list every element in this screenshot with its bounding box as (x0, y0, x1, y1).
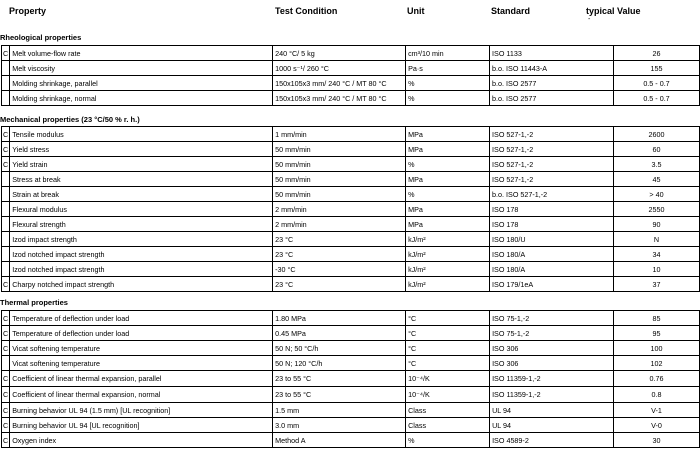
table-row (2, 403, 700, 418)
table-row (2, 371, 700, 387)
unit-cell: MPa (406, 217, 490, 232)
header-test-condition: Test Condition (275, 6, 338, 16)
test-condition-cell: 0.45 MPa (273, 326, 406, 341)
test-condition-cell: 1.80 MPa (273, 311, 406, 326)
property-cell: Izod notched impact strength (10, 262, 273, 277)
table-row (2, 61, 700, 76)
standard-cell: ISO 75-1,-2 (490, 326, 614, 341)
classification-flag (2, 217, 10, 232)
classification-flag (2, 262, 10, 277)
thermal-table (1, 310, 700, 448)
test-condition-cell: 50 mm/min (273, 142, 406, 157)
property-cell: Burning behavior UL 94 (1.5 mm) [UL recognition] (10, 403, 273, 418)
test-condition-cell: -30 °C (273, 262, 406, 277)
typical-value-cell: 0.76 (614, 371, 700, 387)
table-row (2, 232, 700, 247)
standard-cell: ISO 11359-1,-2 (490, 371, 614, 387)
section-title-rheological: Rheological properties (0, 33, 82, 42)
typical-value-cell: 3.5 (614, 157, 700, 172)
typical-value-cell: 100 (614, 341, 700, 356)
test-condition-cell: 23 °C (273, 277, 406, 292)
test-condition-cell: 2 mm/min (273, 202, 406, 217)
standard-cell: ISO 527-1,-2 (490, 157, 614, 172)
table-row (2, 277, 700, 292)
classification-flag: C (2, 433, 10, 448)
classification-flag: C (2, 127, 10, 142)
test-condition-cell: 50 mm/min (273, 172, 406, 187)
property-cell: Charpy notched impact strength (10, 277, 273, 292)
test-condition-cell: 1000 s⁻¹/ 260 °C (273, 61, 406, 76)
typical-value-cell: 2550 (614, 202, 700, 217)
unit-cell: °C (406, 326, 490, 341)
classification-flag (2, 61, 10, 76)
test-condition-cell: 2 mm/min (273, 217, 406, 232)
section-title-thermal: Thermal properties (0, 298, 68, 307)
standard-cell: ISO 75-1,-2 (490, 311, 614, 326)
table-row (2, 433, 700, 448)
classification-flag (2, 76, 10, 91)
property-cell: Temperature of deflection under load (10, 311, 273, 326)
classification-flag: C (2, 142, 10, 157)
mechanical-table (1, 126, 700, 292)
standard-cell: ISO 178 (490, 202, 614, 217)
unit-cell: % (406, 91, 490, 106)
classification-flag (2, 172, 10, 187)
table-row (2, 76, 700, 91)
typical-value-cell: 155 (614, 61, 700, 76)
unit-cell: cm³/10 min (406, 46, 490, 61)
unit-cell: % (406, 433, 490, 448)
property-cell: Izod notched impact strength (10, 247, 273, 262)
classification-flag (2, 202, 10, 217)
header-unit: Unit (407, 6, 425, 16)
property-cell: Izod impact strength (10, 232, 273, 247)
classification-flag (2, 247, 10, 262)
test-condition-cell: Method A (273, 433, 406, 448)
typical-value-cell: 102 (614, 356, 700, 371)
classification-flag: C (2, 277, 10, 292)
unit-cell: kJ/m² (406, 232, 490, 247)
header-typical-value (586, 6, 641, 23)
typical-value-cell: 90 (614, 217, 700, 232)
standard-cell: ISO 180/A (490, 247, 614, 262)
standard-cell: ISO 179/1eA (490, 277, 614, 292)
property-cell: Flexural modulus (10, 202, 273, 217)
property-cell: Melt volume-flow rate (10, 46, 273, 61)
classification-flag (2, 356, 10, 371)
typical-value-cell: 45 (614, 172, 700, 187)
standard-cell: b.o. ISO 527-1,-2 (490, 187, 614, 202)
section-title-mechanical: Mechanical properties (23 °C/50 % r. h.) (0, 115, 140, 124)
table-row (2, 127, 700, 142)
classification-flag: C (2, 311, 10, 326)
unit-cell: 10⁻⁴/K (406, 371, 490, 387)
standard-cell: ISO 180/U (490, 232, 614, 247)
standard-cell: ISO 306 (490, 341, 614, 356)
header-property: Property (9, 6, 47, 16)
typical-value-cell: > 40 (614, 187, 700, 202)
typical-value-cell: V-1 (614, 403, 700, 418)
table-row (2, 262, 700, 277)
property-cell: Burning behavior UL 94 [UL recognition] (10, 418, 273, 433)
unit-cell: kJ/m² (406, 262, 490, 277)
table-row (2, 217, 700, 232)
typical-value-cell: V-0 (614, 418, 700, 433)
unit-cell: kJ/m² (406, 247, 490, 262)
test-condition-cell: 23 °C (273, 247, 406, 262)
typical-value-cell: 95 (614, 326, 700, 341)
standard-cell: ISO 527-1,-2 (490, 142, 614, 157)
classification-flag: C (2, 46, 10, 61)
classification-flag (2, 187, 10, 202)
typical-value-label: typical Value (586, 6, 641, 16)
rheological-table (1, 45, 700, 106)
unit-cell: % (406, 157, 490, 172)
standard-cell: ISO 1133 (490, 46, 614, 61)
classification-flag: C (2, 326, 10, 341)
header-standard: Standard (491, 6, 531, 16)
test-condition-cell: 150x105x3 mm/ 240 °C / MT 80 °C (273, 76, 406, 91)
unit-cell: °C (406, 356, 490, 371)
property-cell: Coefficient of linear thermal expansion, normal (10, 387, 273, 403)
property-cell: Molding shrinkage, normal (10, 91, 273, 106)
standard-cell: UL 94 (490, 418, 614, 433)
typical-value-cell: 30 (614, 433, 700, 448)
test-condition-cell: 50 N; 120 °C/h (273, 356, 406, 371)
test-condition-cell: 23 to 55 °C (273, 371, 406, 387)
test-condition-cell: 150x105x3 mm/ 240 °C / MT 80 °C (273, 91, 406, 106)
table-row (2, 187, 700, 202)
standard-cell: b.o. ISO 2577 (490, 76, 614, 91)
standard-cell: ISO 180/A (490, 262, 614, 277)
table-row (2, 157, 700, 172)
typical-value-note: - (588, 16, 591, 23)
property-cell: Temperature of deflection under load (10, 326, 273, 341)
table-row (2, 326, 700, 341)
property-cell: Flexural strength (10, 217, 273, 232)
property-cell: Vicat softening temperature (10, 341, 273, 356)
typical-value-cell: 85 (614, 311, 700, 326)
unit-cell: Pa·s (406, 61, 490, 76)
test-condition-cell: 50 N; 50 °C/h (273, 341, 406, 356)
typical-value-cell: 10 (614, 262, 700, 277)
unit-cell: °C (406, 341, 490, 356)
property-cell: Vicat softening temperature (10, 356, 273, 371)
test-condition-cell: 240 °C/ 5 kg (273, 46, 406, 61)
property-cell: Strain at break (10, 187, 273, 202)
unit-cell: MPa (406, 202, 490, 217)
test-condition-cell: 23 to 55 °C (273, 387, 406, 403)
classification-flag: C (2, 341, 10, 356)
property-cell: Melt viscosity (10, 61, 273, 76)
classification-flag: C (2, 157, 10, 172)
typical-value-cell: 0.5 - 0.7 (614, 91, 700, 106)
standard-cell: ISO 11359-1,-2 (490, 387, 614, 403)
table-row (2, 142, 700, 157)
classification-flag: C (2, 387, 10, 403)
table-row (2, 387, 700, 403)
typical-value-cell: 0.8 (614, 387, 700, 403)
standard-cell: ISO 527-1,-2 (490, 127, 614, 142)
table-row (2, 91, 700, 106)
standard-cell: ISO 527-1,-2 (490, 172, 614, 187)
property-cell: Stress at break (10, 172, 273, 187)
classification-flag (2, 91, 10, 106)
unit-cell: % (406, 187, 490, 202)
unit-cell: °C (406, 311, 490, 326)
classification-flag (2, 232, 10, 247)
test-condition-cell: 3.0 mm (273, 418, 406, 433)
classification-flag: C (2, 371, 10, 387)
typical-value-cell: 34 (614, 247, 700, 262)
test-condition-cell: 50 mm/min (273, 157, 406, 172)
property-cell: Oxygen index (10, 433, 273, 448)
test-condition-cell: 23 °C (273, 232, 406, 247)
unit-cell: 10⁻⁴/K (406, 387, 490, 403)
unit-cell: Class (406, 418, 490, 433)
property-cell: Yield strain (10, 157, 273, 172)
standard-cell: ISO 306 (490, 356, 614, 371)
standard-cell: UL 94 (490, 403, 614, 418)
unit-cell: kJ/m² (406, 277, 490, 292)
typical-value-cell: 0.5 - 0.7 (614, 76, 700, 91)
table-row (2, 356, 700, 371)
typical-value-cell: 37 (614, 277, 700, 292)
table-row (2, 418, 700, 433)
property-cell: Coefficient of linear thermal expansion, parallel (10, 371, 273, 387)
table-row (2, 202, 700, 217)
unit-cell: Class (406, 403, 490, 418)
table-row (2, 172, 700, 187)
property-cell: Tensile modulus (10, 127, 273, 142)
property-cell: Molding shrinkage, parallel (10, 76, 273, 91)
unit-cell: MPa (406, 127, 490, 142)
classification-flag: C (2, 418, 10, 433)
standard-cell: b.o. ISO 11443-A (490, 61, 614, 76)
table-row (2, 247, 700, 262)
property-cell: Yield stress (10, 142, 273, 157)
typical-value-cell: 60 (614, 142, 700, 157)
unit-cell: MPa (406, 142, 490, 157)
test-condition-cell: 50 mm/min (273, 187, 406, 202)
unit-cell: % (406, 76, 490, 91)
standard-cell: b.o. ISO 2577 (490, 91, 614, 106)
test-condition-cell: 1 mm/min (273, 127, 406, 142)
unit-cell: MPa (406, 172, 490, 187)
table-row (2, 311, 700, 326)
typical-value-cell: 2600 (614, 127, 700, 142)
typical-value-cell: N (614, 232, 700, 247)
test-condition-cell: 1.5 mm (273, 403, 406, 418)
classification-flag: C (2, 403, 10, 418)
standard-cell: ISO 4589-2 (490, 433, 614, 448)
table-row (2, 46, 700, 61)
typical-value-cell: 26 (614, 46, 700, 61)
table-row (2, 341, 700, 356)
standard-cell: ISO 178 (490, 217, 614, 232)
